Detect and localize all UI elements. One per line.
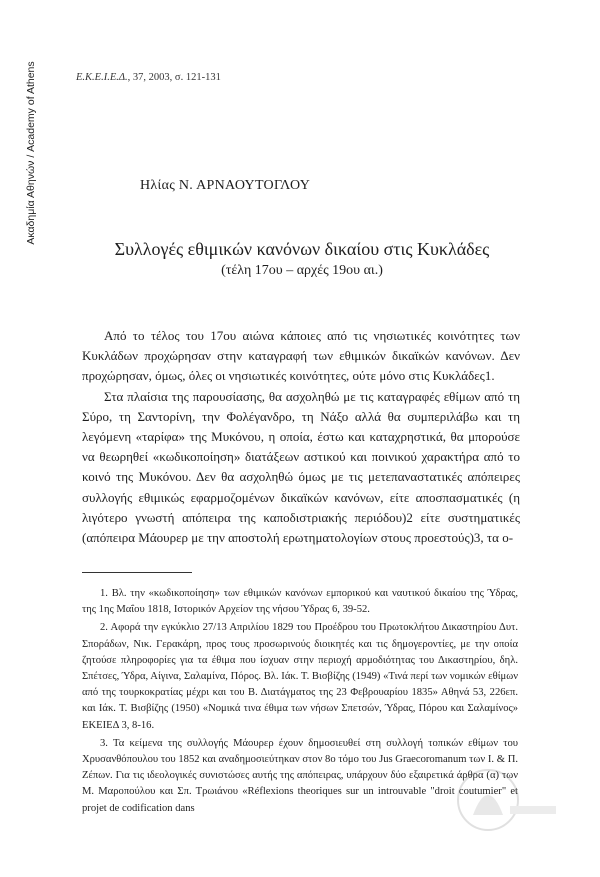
footnote-2: 2. Αφορά την εγκύκλιο 27/13 Απριλίου 1829 του Προέδρου του Πρωτοκλήτου Δικαστηρίου Δυτ. Σποράδων, Νικ. Γερακάρη, προς τους προσωρινούς διοικητές και τις δημογεροντίες, με την οποία ζητούσε πληροφορίες για τα έθιμα που ίσχυαν στην περιοχή αρμοδιότητας του Δικαστηρίου, δηλ. Σπέτσες, Ύδρα, Αίγινα, Σαλαμίνα, Πόρος. Βλ. Ιάκ. Τ. Βισβίζης (1949) «Τινά περί των νομικών εθίμων από της τουρκοκρατίας μέχρι και του Β. Διατάγματος της 23 Φεβρουαρίου 1835» Αθηνά 53, 226επ. και Ιάκ. Τ. Βισβίζης (1950) «Νομικά τινα έθιμα των νήσων Σπετσών, Ύδρας, Πόρου και Σαλαμίνος» ΕΚΕΙΕΔ 3, 8-16. [82, 622, 518, 731]
footnote-3: 3. Τα κείμενα της συλλογής Μάουρερ έχουν δημοσιευθεί στη συλλογή τοπικών εθίμων του Χρυσανθόπουλου του 1852 και αναδημοσιεύτηκαν στον 8ο τόμο του Jus Graecoromanum των Ι. & Π. Ζέπων. Για τις ιδεολογικές συνιστώσες αυτής της απόπειρας, υπάρχουν δύο εξαιρετικά άρθρα (α) των Μ. Μαροπούλου και Σπ. Τρωιάνου «Réflexions theoriques sur un introuvable "droit coutumier" et projet de codification dans [82, 737, 518, 814]
archive-attribution: Ακαδημία Αθηνών / Academy of Athens [25, 61, 37, 245]
body-paragraph-1: Από το τέλος του 17ου αιώνα κάποιες από τις νησιωτικές κοινότητες των Κυκλάδων προχώρησαν στην καταγραφή των εθιμικών δικαϊκών κανόνων. Δεν προχώρησαν, όμως, όλες οι νησιωτικές κοινότητες, ούτε μόνο στις Κυκλάδες1. [82, 328, 520, 384]
journal-abbrev: Ε.Κ.Ε.Ι.Ε.Δ. [76, 72, 128, 83]
academy-seal-watermark [448, 760, 558, 850]
footnote-separator [82, 572, 192, 573]
running-head [76, 72, 221, 83]
journal-citation: , 37, 2003, σ. 121-131 [127, 72, 221, 83]
footnote-1: 1. Βλ. την «κωδικοποίηση» των εθιμικών κανόνων εμπορικού και ναυτικού δικαίου της Ύδρας, της 1ης Μαΐου 1818, Ιστορικόν Αρχείον της νήσου Ύδρας 6, 39-52. [82, 588, 518, 616]
author-name: Ηλίας Ν. ΑΡΝΑΟΥΤΟΓΛΟΥ [140, 178, 311, 193]
article-title: Συλλογές εθιμικών κανόνων δικαίου στις Κυκλάδες [114, 239, 490, 259]
article-body [82, 326, 520, 548]
article-subtitle: (τέλη 17ου – αρχές 19ου αι.) [221, 263, 383, 278]
body-paragraph-2: Στα πλαίσια της παρουσίασης, θα ασχοληθώ με τις καταγραφές εθίμων από τη Σύρο, τη Σαντορίνη, την Φολέγανδρο, τη Νάξο αλλά θα συμπεριλάβω και τη λεγόμενη «ταρίφα» της Μυκόνου, η οποία, έστω και καταχρηστικά, θα μπορούσε να θεωρηθεί «κωδικοποίηση» διατάξεων αστικού και ποινικού χαρακτήρα από το κοινό της Μυκόνου. Δεν θα ασχοληθώ όμως με τις μετεπαναστατικές απόπειρες συλλογής εθιμικώς εφαρμοζομένων δικαϊκών κανόνων, είτε αποσπασματικές (η λιγότερο γνωστή απόπειρα της καποδιστριακής περιόδου)2 είτε συστηματικές (απόπειρα Μάουρερ με την αποστολή ερωτηματολογίων στους προεστούς)3, τα ο- [82, 388, 520, 546]
archive-sidebar [20, 28, 42, 278]
